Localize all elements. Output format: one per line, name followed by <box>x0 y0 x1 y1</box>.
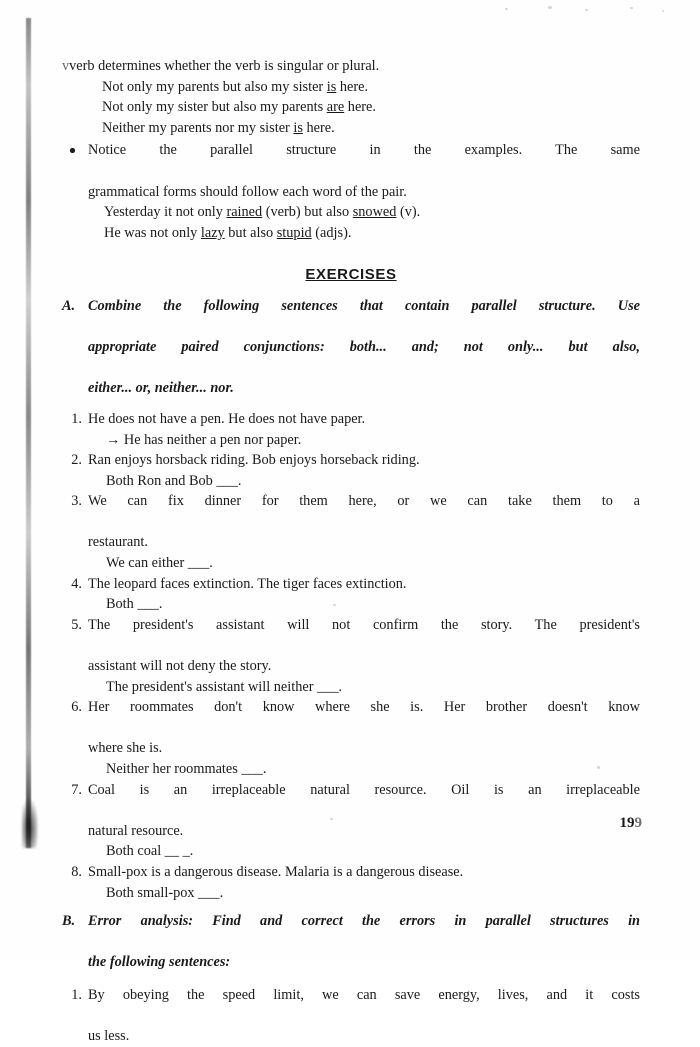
example-sentence: He was not only lazy but also stupid (adjs). <box>104 224 352 241</box>
exercise-number: 6. <box>71 699 82 716</box>
example-sentence: Yesterday it not only rained (verb) but also snowed (v). <box>104 204 421 221</box>
scan-speck <box>662 10 664 12</box>
section-a-directions-line-3: either... or, neither... nor. <box>88 380 234 397</box>
section-a-letter: A. <box>62 297 76 314</box>
exercise-item <box>62 985 640 1047</box>
page-number-prefix: 19 <box>619 815 635 831</box>
page-number <box>620 815 643 832</box>
continuation-text: verb determines whether the verb is singular or plural. <box>69 58 380 74</box>
continuation-line <box>62 56 640 77</box>
bullet-note-text <box>88 140 640 202</box>
exercise-prompt-line-2: assistant will not deny the story. <box>88 658 272 675</box>
exercise-prompt: Small-pox is a dangerous disease. Malaria is a dangerous disease. <box>88 863 464 880</box>
underlined-word: stupid <box>276 224 312 241</box>
exercise-prompt: The leopard faces extinction. The tiger faces extinction. <box>88 575 407 592</box>
exercise-item <box>62 615 640 697</box>
exercise-prompt: Ran enjoys horsback riding. Bob enjoys horseback riding. <box>88 452 420 469</box>
exercise-answer: Both Ron and Bob ___. <box>106 472 242 489</box>
underlined-verb: are <box>326 99 345 116</box>
exercise-number: 7. <box>71 781 82 798</box>
exercise-number: 8. <box>71 863 82 880</box>
exercise-item <box>62 450 640 491</box>
exercise-answer: Both ___. <box>106 596 163 613</box>
example-sentence: Not only my sister but also my parents are here. <box>102 99 376 116</box>
exercise-prompt-line-1: By obeying the speed limit, we can save energy, lives, and it costs <box>88 986 640 1003</box>
scan-speck <box>630 7 633 9</box>
bullet-note-line-2: grammatical forms should follow each word of the pair. <box>88 183 407 200</box>
exercise-number: 1. <box>71 986 82 1003</box>
exercises-heading: EXERCISES <box>305 266 397 284</box>
exercise-number: 2. <box>71 452 82 469</box>
example-sentence: Not only my parents but also my sister is here. <box>102 78 369 95</box>
binding-shadow-artifact <box>26 18 31 848</box>
exercise-answer: We can either ___. <box>106 555 213 572</box>
exercise-prompt-line-1: We can fix dinner for them here, or we can take them to a <box>88 493 640 510</box>
exercise-item <box>62 574 640 615</box>
exercise-item <box>62 409 640 450</box>
binding-smudge-artifact <box>22 800 38 848</box>
exercise-prompt-line-2: natural resource. <box>88 822 184 839</box>
exercise-number: 5. <box>71 616 82 633</box>
page-number-suffix: 9 <box>634 815 642 831</box>
exercise-prompt-line-2: us less. <box>88 1028 130 1045</box>
exercise-number: 3. <box>71 493 82 510</box>
exercise-number: 4. <box>71 575 82 592</box>
underlined-word: snowed <box>352 204 397 221</box>
scan-speck <box>505 8 508 10</box>
underlined-word: lazy <box>200 224 225 241</box>
example-sentence: Neither my parents nor my sister is here. <box>102 119 335 136</box>
exercise-answer: Neither her roommates ___. <box>106 761 267 777</box>
exercise-prompt-line-1: The president's assistant will not confirm the story. The president's <box>88 616 640 633</box>
bullet-note-line-1: Notice the parallel structure in the examples. The same <box>88 142 640 159</box>
exercise-item <box>62 862 640 903</box>
underlined-verb: is <box>293 119 303 136</box>
section-b-directions-line-1: Error analysis: Find and correct the errors in parallel structures in <box>88 913 640 930</box>
exercise-answer: → He has neither a pen nor paper. <box>106 431 302 448</box>
exercise-answer: Both small-pox ___. <box>106 884 224 901</box>
section-a-item-list <box>62 409 640 903</box>
exercise-answer: The president's assistant will neither ___. <box>106 678 343 695</box>
exercise-prompt: He does not have a pen. He does not have paper. <box>88 410 366 427</box>
exercise-item <box>62 491 640 573</box>
section-b-directions-line-2: the following sentences: <box>88 954 231 971</box>
section-a-directions-line-1: Combine the following sentences that contain parallel structure. Use <box>88 297 640 314</box>
exercise-item <box>62 780 640 862</box>
exercise-prompt-line-1: Coal is an irreplaceable natural resource. Oil is an irreplaceable <box>88 781 640 798</box>
bullet-point-icon <box>70 148 75 153</box>
section-b-directions <box>62 911 640 973</box>
exercise-item <box>62 697 640 779</box>
page-body <box>62 56 640 1047</box>
exercise-number: 1. <box>71 410 82 427</box>
bullet-note <box>62 140 640 243</box>
section-a-directions <box>62 296 640 399</box>
exercise-prompt-line-2: restaurant. <box>88 534 148 551</box>
scan-speck <box>585 9 588 11</box>
exercise-prompt-line-2: where she is. <box>88 740 163 757</box>
exercise-prompt-line-1: Her roommates don't know where she is. Her brother doesn't know <box>88 699 640 716</box>
scan-speck <box>548 6 552 9</box>
exercise-answer: Both coal __ _. <box>106 843 194 860</box>
continuation-first-word: v <box>62 58 70 74</box>
underlined-word: rained <box>226 204 263 221</box>
section-a-directions-line-2: appropriate paired conjunctions: both... and; not only... but also, <box>88 339 640 356</box>
section-b-letter: B. <box>62 913 76 930</box>
underlined-verb: is <box>326 78 337 95</box>
